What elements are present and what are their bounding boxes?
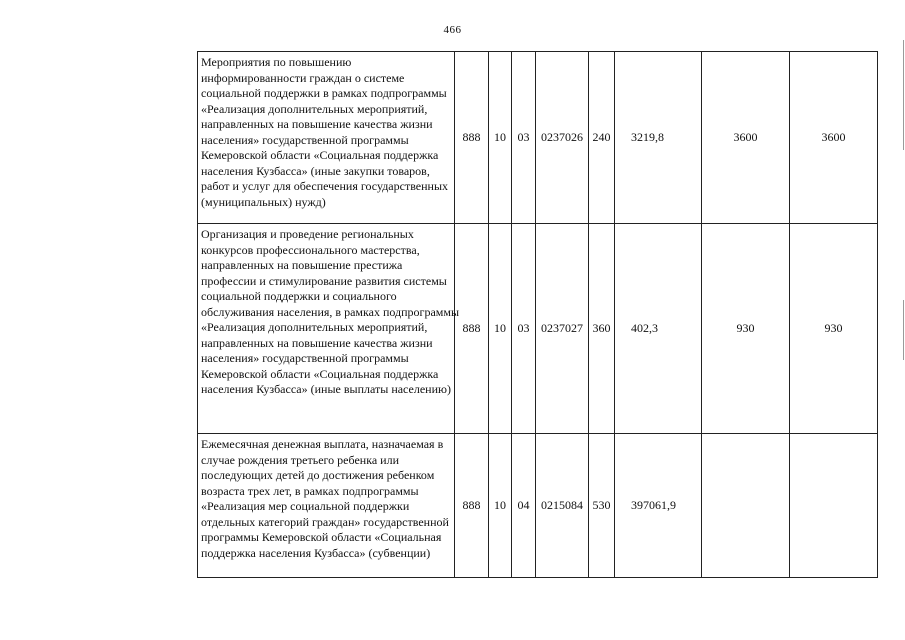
description-line: возраста трех лет, в рамках подпрограммы xyxy=(201,483,419,498)
sum-next-year-cell: 930 xyxy=(702,224,790,434)
expense-type-cell: 240 xyxy=(589,52,615,224)
table-row xyxy=(198,52,878,224)
scan-artifact xyxy=(903,300,904,360)
sum-second-year-cell: 930 xyxy=(790,224,878,434)
target-article-cell: 0215084 xyxy=(536,434,589,578)
description-line: информированности граждан о системе xyxy=(201,70,405,85)
description-line: направленных на повышение качества жизни xyxy=(201,117,433,131)
section-code-cell: 10 xyxy=(489,52,512,224)
sum-current-year-cell: 402,3 xyxy=(615,224,702,434)
table-row xyxy=(198,434,878,578)
description-line: обслуживания населения, в рамках подпрограммы xyxy=(201,304,460,319)
sum-second-year-cell: 3600 xyxy=(790,52,878,224)
description-line: «Реализация дополнительных мероприятий, xyxy=(201,101,428,116)
target-article-cell: 0237027 xyxy=(536,224,589,434)
subsection-code-cell: 04 xyxy=(512,434,536,578)
subsection-code-cell: 03 xyxy=(512,224,536,434)
description-line: последующих детей до достижения ребенком xyxy=(201,468,435,482)
section-code-cell: 10 xyxy=(489,224,512,434)
sum-second-year-cell xyxy=(790,434,878,578)
sum-next-year-cell: 3600 xyxy=(702,52,790,224)
description-line: «Реализация мер социальной поддержки xyxy=(201,499,410,513)
description-line: (муниципальных) нужд) xyxy=(201,194,326,209)
expense-type-cell: 530 xyxy=(589,434,615,578)
description-line: населения Кузбасса» (иные выплаты населению) xyxy=(201,382,451,396)
sum-current-year-cell: 3219,8 xyxy=(615,52,702,224)
description-line: направленных на повышение престижа xyxy=(201,258,403,272)
description-line: отдельных категорий граждан» государственной xyxy=(201,514,449,529)
sum-next-year-cell xyxy=(702,434,790,578)
description-cell xyxy=(198,52,455,224)
section-code-cell: 10 xyxy=(489,434,512,578)
description-line: социальной поддержки в рамках подпрограммы xyxy=(201,86,447,100)
ministry-code-cell: 888 xyxy=(455,52,489,224)
description-line: профессии и стимулирование развития системы xyxy=(201,273,447,288)
description-line: программы Кемеровской области «Социальная xyxy=(201,530,442,544)
description-line: Кемеровской области «Социальная поддержка xyxy=(201,366,439,381)
ministry-code-cell: 888 xyxy=(455,434,489,578)
description-line: работ и услуг для обеспечения государственных xyxy=(201,179,449,193)
target-article-cell: 0237026 xyxy=(536,52,589,224)
description-line: населения» государственной программы xyxy=(201,351,409,365)
page-number: 466 xyxy=(443,24,462,36)
description-line: направленных на повышение качества жизни xyxy=(201,335,433,350)
description-cell xyxy=(198,224,460,434)
description-line: населения» государственной программы xyxy=(201,132,409,147)
description-line: Мероприятия по повышению xyxy=(201,55,352,69)
description-line: конкурсов профессионального мастерства, xyxy=(201,242,420,257)
subsection-code-cell: 03 xyxy=(512,52,536,224)
sum-current-year-cell: 397061,9 xyxy=(615,434,702,578)
description-line: социальной поддержки и социального xyxy=(201,289,397,303)
table-row xyxy=(198,224,878,434)
description-line: «Реализация дополнительных мероприятий, xyxy=(201,320,428,334)
description-line: Организация и проведение региональных xyxy=(201,227,414,241)
scan-artifact xyxy=(903,40,904,150)
description-line: Кемеровской области «Социальная поддержка xyxy=(201,148,439,162)
description-line: населения Кузбасса» (иные закупки товаров, xyxy=(201,163,430,178)
description-line: случае рождения третьего ребенка или xyxy=(201,452,399,467)
description-line: Ежемесячная денежная выплата, назначаемая в xyxy=(201,437,444,451)
description-cell xyxy=(198,434,455,578)
expense-type-cell: 360 xyxy=(589,224,615,434)
ministry-code-cell: 888 xyxy=(455,224,489,434)
description-line: поддержка населения Кузбасса» (субвенции) xyxy=(201,545,431,560)
budget-table xyxy=(197,51,878,578)
